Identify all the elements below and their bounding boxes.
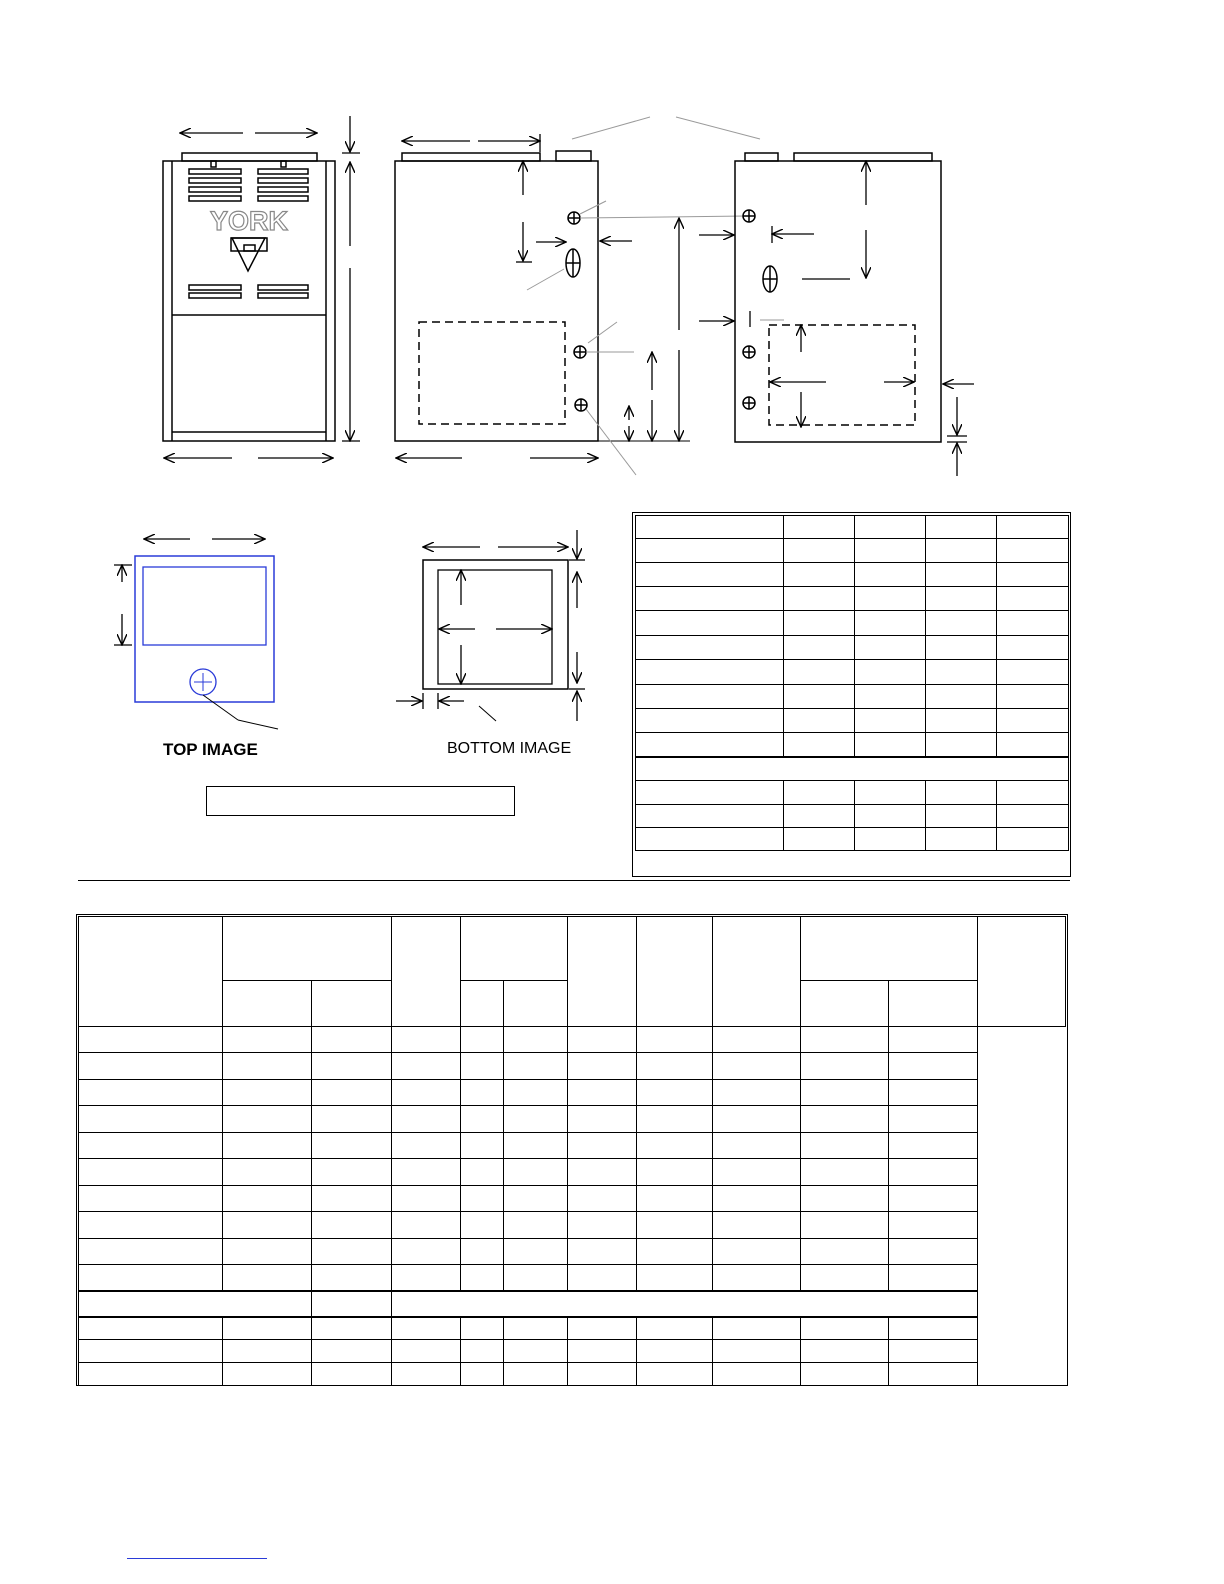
bottom-image-diagram <box>390 525 600 730</box>
right-side-view <box>735 153 941 442</box>
table-row <box>636 587 1069 611</box>
table-row <box>79 1186 1066 1212</box>
dimension-table <box>635 515 1069 851</box>
section-divider <box>78 880 1070 881</box>
top-image-diagram <box>90 520 310 740</box>
table-row <box>636 611 1069 636</box>
table-row <box>636 660 1069 685</box>
bottom-image-label: BOTTOM IMAGE <box>447 740 572 757</box>
table-row <box>79 1159 1066 1186</box>
leader-lines <box>527 117 784 475</box>
table-row <box>79 1133 1066 1159</box>
brand-logo: YORK <box>209 206 289 236</box>
right-side-dimensions <box>699 161 974 476</box>
table-row <box>636 828 1069 851</box>
table-row <box>79 1053 1066 1080</box>
left-side-view <box>395 151 598 441</box>
table-row <box>79 1265 1066 1291</box>
table-row <box>79 1317 1066 1340</box>
table-row <box>636 539 1069 563</box>
table-row <box>636 805 1069 828</box>
table-row <box>79 1106 1066 1133</box>
left-side-dimensions <box>396 134 690 458</box>
table-row <box>636 781 1069 805</box>
table-header-row <box>79 917 1066 981</box>
table-row <box>636 636 1069 660</box>
table-section-row <box>636 757 1069 781</box>
table-row <box>636 516 1069 539</box>
front-view <box>163 153 335 441</box>
table-row <box>636 709 1069 733</box>
table-section-row <box>79 1291 1066 1317</box>
table-row <box>79 1239 1066 1265</box>
spec-table <box>78 916 1066 1386</box>
table-row <box>79 1363 1066 1386</box>
table-row <box>79 1212 1066 1239</box>
table-row <box>636 563 1069 587</box>
note-box <box>206 786 515 816</box>
front-view-dimensions <box>164 116 360 458</box>
table-row <box>79 1027 1066 1053</box>
top-image-label: TOP IMAGE <box>163 740 258 759</box>
table-row <box>79 1340 1066 1363</box>
footer-link[interactable] <box>127 1558 267 1559</box>
table-row <box>636 685 1069 709</box>
table-row <box>636 733 1069 757</box>
table-row <box>79 1080 1066 1106</box>
